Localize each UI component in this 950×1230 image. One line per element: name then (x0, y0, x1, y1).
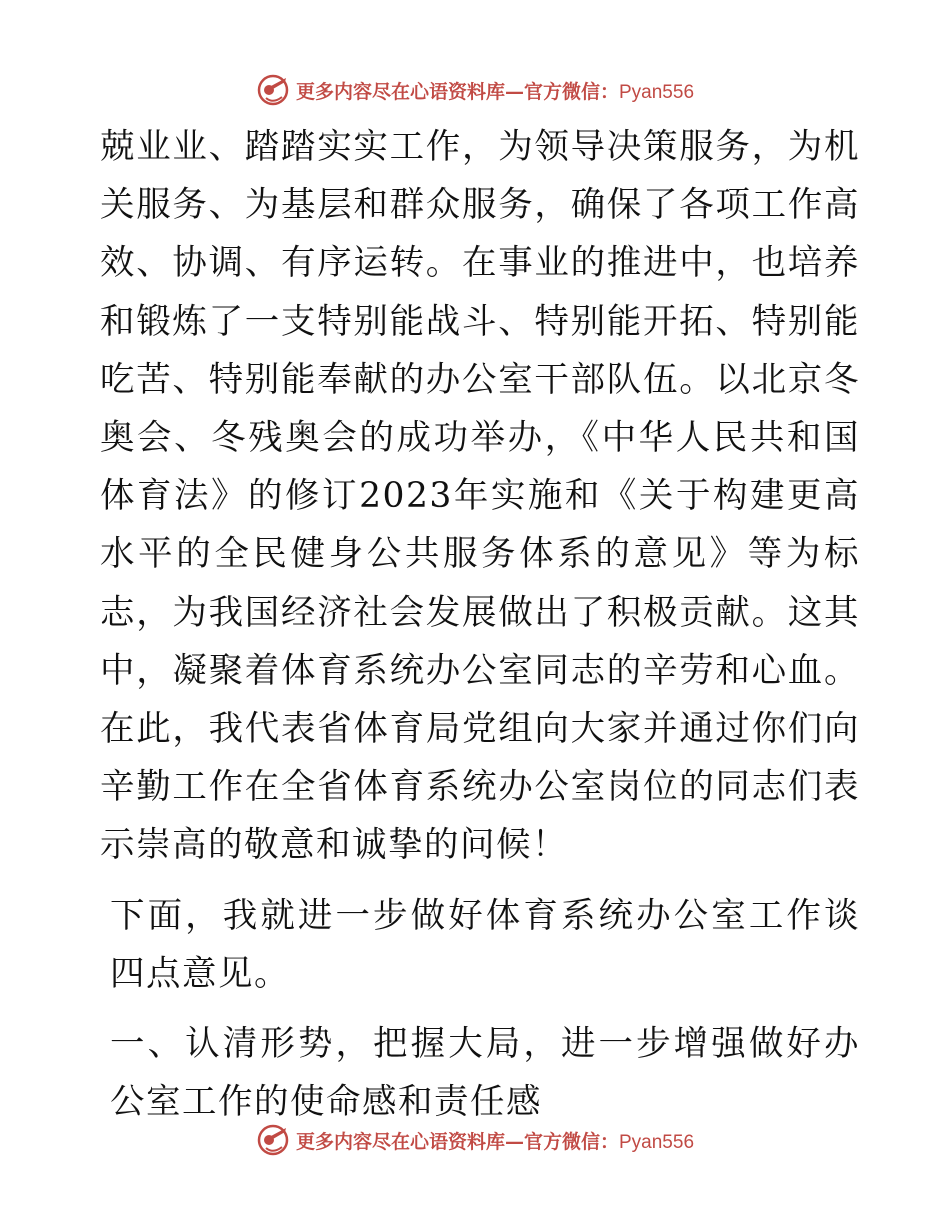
section-heading: 一、认清形势，把握大局，进一步增强做好办公室工作的使命感和责任感 (110, 1024, 860, 1123)
wechat-id: Pyan556 (619, 1131, 695, 1153)
document-body (100, 118, 860, 1131)
wechat-id: Pyan556 (619, 81, 695, 103)
watermark-text: 更多内容尽在心语资料库—官方微信：Pyan556 (295, 1130, 695, 1153)
header-watermark (0, 70, 950, 110)
paragraph: 兢业业、踏踏实实工作，为领导决策服务，为机关服务、为基层和群众服务，确保了各项工作高效、协调、有序运转。在事业的推进中，也培养和锻炼了一支特别能战斗、特别能开拓、特别能吃苦、特别能奉献的办公室干部队伍。以北京冬奥会、冬残奥会的成功举办，《中华人民共和国体育法》的修订2023年实施和《关于构建更高水平的全民健身公共服务体系的意见》等为标志，为我国经济社会发展做出了积极贡献。这其中，凝聚着体育系统办公室同志的辛劳和心血。在此，我代表省体育局党组向大家并通过你们向辛勤工作在全省体育系统办公室岗位的同志们表示崇高的敬意和诚挚的问候！ (100, 127, 860, 866)
brand-logo-icon (256, 1123, 290, 1157)
watermark-text: 更多内容尽在心语资料库—官方微信：Pyan556 (295, 80, 695, 103)
paragraph: 下面，我就进一步做好体育系统办公室工作谈四点意见。 (110, 895, 860, 994)
brand-logo-icon (256, 73, 290, 107)
footer-watermark (0, 1120, 950, 1160)
